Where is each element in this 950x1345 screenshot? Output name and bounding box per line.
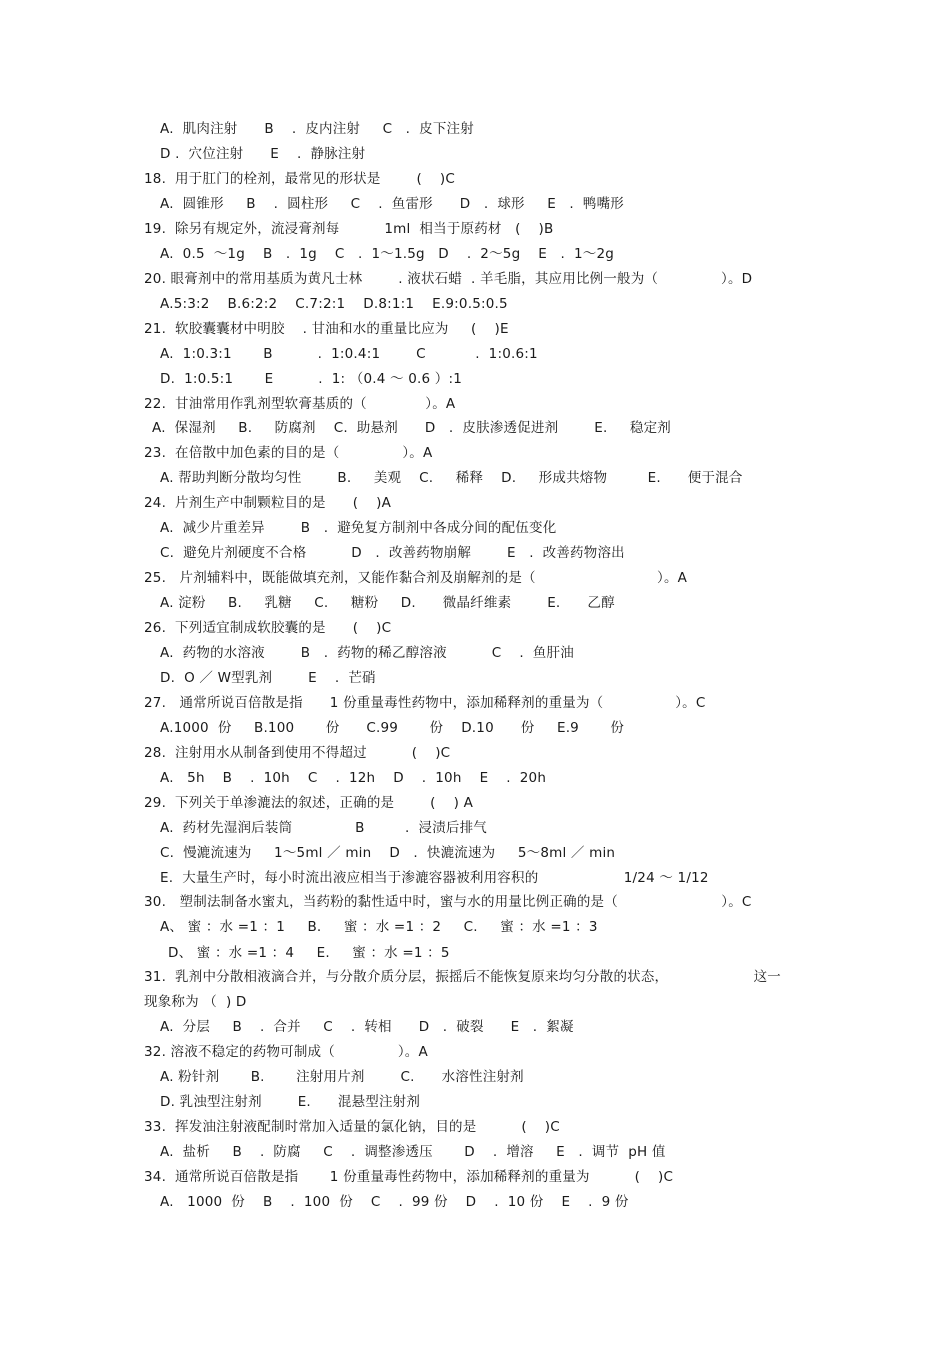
option-line: C. 避免片剂硬度不合格 D . 改善药物崩解 E . 改善药物溶出 [160,545,625,561]
option-line: A. 保湿剂 B. 防腐剂 C. 助悬剂 D . 皮肤渗透促进剂 E. 稳定剂 [152,420,671,436]
question-line: 32. 溶液不稳定的药物可制成（ ）。A [144,1044,428,1060]
option-line: C. 慢漉流速为 1～5ml ／ min D . 快漉流速为 5～8ml ／ min [160,845,616,861]
question-line: 20. 眼膏剂中的常用基质为黄凡士林 . 液状石蜡 . 羊毛脂，其应用比例一般为（ ）。D [144,271,753,287]
option-line: A. 1000 份 B . 100 份 C . 99 份 D . 10 份 E . 9 份 [160,1194,629,1210]
option-line: D. O ／ W型乳剂 E . 芒硝 [160,670,376,686]
question-line: 24. 片剂生产中制颗粒目的是 ( )A [144,495,392,511]
option-line: A. 5h B . 10h C . 12h D . 10h E . 20h [160,770,547,786]
option-line: A. 盐析 B . 防腐 C . 调整渗透压 D . 增溶 E . 调节 pH 值 [160,1144,666,1160]
question-line: 22. 甘油常用作乳剂型软膏基质的（ ）。A [144,396,456,412]
question-line: 28. 注射用水从制备到使用不得超过 ( )C [144,745,451,761]
option-line: A. 药材先湿润后装筒 B . 浸渍后排气 [160,820,488,836]
question-line: 30. 塑制法制备水蜜丸，当药粉的黏性适中时，蜜与水的用量比例正确的是（ ）。C [144,894,752,910]
option-line: A. 圆锥形 B . 圆柱形 C . 鱼雷形 D . 球形 E . 鸭嘴形 [160,196,624,212]
option-line: D. 乳浊型注射剂 E. 混悬型注射剂 [160,1094,421,1110]
option-line: A. 1:0.3:1 B . 1:0.4:1 C . 1:0.6:1 [160,346,538,362]
option-line: A.5:3:2 B.6:2:2 C.7:2:1 D.8:1:1 E.9:0.5:0.5 [160,296,508,312]
question-line: 31. 乳剂中分散相液滴合并，与分散介质分层，振摇后不能恢复原来均匀分散的状态， 这一 [144,969,781,985]
option-line: A、 蜜 ：水 =1 ：1 B. 蜜 ：水 =1 ：2 C. 蜜 ：水 =1 ：3 [160,919,598,935]
question-line-continued: 现象称为 （ ) D [144,994,247,1010]
option-line: A. 减少片重差异 B . 避免复方制剂中各成分间的配伍变化 [160,520,557,536]
option-line: E. 大量生产时，每小时流出液应相当于渗漉容器被利用容积的 1/24 ～ 1/12 [160,870,709,886]
option-line: A. 分层 B . 合并 C . 转相 D . 破裂 E . 絮凝 [160,1019,574,1035]
option-line: D、 蜜 ：水 =1 ：4 E. 蜜 ：水 =1 ：5 [168,945,450,961]
option-line: A. 淀粉 B. 乳糖 C. 糖粉 D. 微晶纤维素 E. 乙醇 [160,595,615,611]
question-line: 18. 用于肛门的栓剂，最常见的形状是 ( )C [144,171,456,187]
option-line: A.1000 份 B.100 份 C.99 份 D.10 份 E.9 份 [160,720,625,736]
option-line: A. 粉针剂 B. 注射用片剂 C. 水溶性注射剂 [160,1069,524,1085]
question-line: 33. 挥发油注射液配制时常加入适量的氯化钠，目的是 ( )C [144,1119,560,1135]
question-line: 19. 除另有规定外，流浸膏剂每 1ml 相当于原药材 ( )B [144,221,554,237]
option-line: A. 药物的水溶液 B . 药物的稀乙醇溶液 C . 鱼肝油 [160,645,574,661]
question-line: 25. 片剂辅料中，既能做填充剂，又能作黏合剂及崩解剂的是（ ）。A [144,570,688,586]
question-line: 34. 通常所说百倍散是指 1 份重量毒性药物中，添加稀释剂的重量为 ( )C [144,1169,674,1185]
option-line: D . 穴位注射 E . 静脉注射 [160,146,366,162]
question-line: 26. 下列适宜制成软胶囊的是 ( )C [144,620,392,636]
question-line: 27. 通常所说百倍散是指 1 份重量毒性药物中，添加稀释剂的重量为（ ）。C [144,695,706,711]
question-line: 23. 在倍散中加色素的目的是（ ）。A [144,445,433,461]
option-line: A. 肌肉注射 B . 皮内注射 C . 皮下注射 [160,121,474,137]
question-line: 29. 下列关于单渗漉法的叙述，正确的是 ( ) A [144,795,474,811]
option-line: D. 1:0.5:1 E . 1: （0.4 ～ 0.6 ）:1 [160,371,463,387]
question-line: 21. 软胶囊囊材中明胶 . 甘油和水的重量比应为 ( )E [144,321,509,337]
option-line: A. 帮助判断分散均匀性 B. 美观 C. 稀释 D. 形成共熔物 E. 便于混合 [160,470,743,486]
option-line: A. 0.5 ～1g B . 1g C . 1～1.5g D . 2～5g E . 1～2g [160,246,615,262]
